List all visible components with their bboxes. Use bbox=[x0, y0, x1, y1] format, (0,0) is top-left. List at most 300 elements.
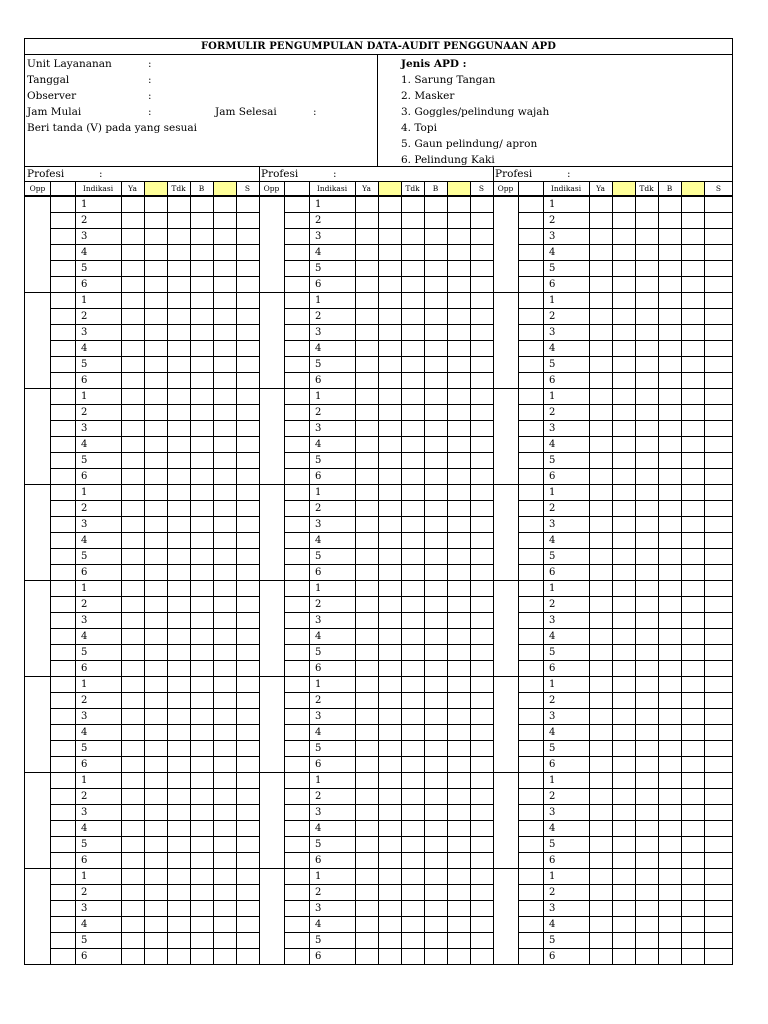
cell-tdk[interactable] bbox=[636, 693, 658, 708]
cell-s[interactable] bbox=[471, 341, 493, 356]
cell-ya[interactable] bbox=[356, 677, 378, 692]
cell-s[interactable] bbox=[471, 405, 493, 420]
cell-tdk[interactable] bbox=[636, 421, 658, 436]
cell-s[interactable] bbox=[471, 789, 493, 804]
cell-ya[interactable] bbox=[590, 469, 612, 484]
cell-b[interactable] bbox=[425, 245, 447, 260]
cell-tdk[interactable] bbox=[636, 373, 658, 388]
cell-ya[interactable] bbox=[356, 581, 378, 596]
cell-s[interactable] bbox=[237, 821, 259, 836]
cell-ya[interactable] bbox=[356, 853, 378, 868]
cell-b[interactable] bbox=[191, 565, 213, 580]
cell-b[interactable] bbox=[425, 917, 447, 932]
cell-tdk[interactable] bbox=[402, 357, 424, 372]
cell-tdk[interactable] bbox=[636, 757, 658, 772]
cell-s[interactable] bbox=[471, 293, 493, 308]
cell-s[interactable] bbox=[705, 293, 733, 308]
cell-ya[interactable] bbox=[356, 917, 378, 932]
cell-b[interactable] bbox=[425, 469, 447, 484]
cell-tdk[interactable] bbox=[402, 645, 424, 660]
cell-b[interactable] bbox=[425, 693, 447, 708]
cell-b[interactable] bbox=[659, 501, 681, 516]
cell-ya[interactable] bbox=[590, 261, 612, 276]
profesi-field[interactable] bbox=[27, 167, 257, 181]
cell-b[interactable] bbox=[425, 821, 447, 836]
cell-b[interactable] bbox=[425, 549, 447, 564]
cell-b[interactable] bbox=[425, 901, 447, 916]
cell-s[interactable] bbox=[237, 245, 259, 260]
cell-ya[interactable] bbox=[590, 661, 612, 676]
cell-tdk[interactable] bbox=[402, 469, 424, 484]
cell-b[interactable] bbox=[659, 629, 681, 644]
cell-ya[interactable] bbox=[356, 501, 378, 516]
cell-tdk[interactable] bbox=[168, 469, 190, 484]
cell-tdk[interactable] bbox=[168, 373, 190, 388]
cell-ya[interactable] bbox=[590, 789, 612, 804]
cell-tdk[interactable] bbox=[636, 277, 658, 292]
cell-ya[interactable] bbox=[590, 549, 612, 564]
cell-b[interactable] bbox=[425, 949, 447, 964]
cell-s[interactable] bbox=[705, 197, 733, 212]
cell-tdk[interactable] bbox=[402, 869, 424, 884]
cell-b[interactable] bbox=[659, 309, 681, 324]
cell-b[interactable] bbox=[659, 869, 681, 884]
cell-s[interactable] bbox=[705, 213, 733, 228]
cell-s[interactable] bbox=[237, 533, 259, 548]
cell-tdk[interactable] bbox=[636, 565, 658, 580]
cell-b[interactable] bbox=[191, 869, 213, 884]
cell-s[interactable] bbox=[471, 805, 493, 820]
cell-tdk[interactable] bbox=[402, 725, 424, 740]
cell-b[interactable] bbox=[425, 661, 447, 676]
cell-s[interactable] bbox=[237, 901, 259, 916]
cell-tdk[interactable] bbox=[636, 885, 658, 900]
cell-tdk[interactable] bbox=[402, 821, 424, 836]
cell-tdk[interactable] bbox=[168, 485, 190, 500]
cell-b[interactable] bbox=[425, 309, 447, 324]
cell-ya[interactable] bbox=[122, 373, 144, 388]
cell-s[interactable] bbox=[471, 309, 493, 324]
cell-s[interactable] bbox=[471, 901, 493, 916]
cell-s[interactable] bbox=[237, 469, 259, 484]
cell-tdk[interactable] bbox=[636, 405, 658, 420]
cell-s[interactable] bbox=[237, 421, 259, 436]
cell-ya[interactable] bbox=[356, 533, 378, 548]
cell-b[interactable] bbox=[425, 853, 447, 868]
cell-s[interactable] bbox=[705, 549, 733, 564]
cell-ya[interactable] bbox=[122, 229, 144, 244]
cell-tdk[interactable] bbox=[636, 293, 658, 308]
cell-s[interactable] bbox=[705, 533, 733, 548]
cell-tdk[interactable] bbox=[168, 453, 190, 468]
cell-s[interactable] bbox=[705, 773, 733, 788]
cell-s[interactable] bbox=[237, 373, 259, 388]
cell-tdk[interactable] bbox=[636, 741, 658, 756]
cell-ya[interactable] bbox=[356, 309, 378, 324]
cell-s[interactable] bbox=[237, 661, 259, 676]
cell-tdk[interactable] bbox=[636, 773, 658, 788]
cell-s[interactable] bbox=[471, 373, 493, 388]
profesi-field[interactable] bbox=[261, 167, 491, 181]
cell-tdk[interactable] bbox=[636, 725, 658, 740]
cell-s[interactable] bbox=[237, 405, 259, 420]
cell-ya[interactable] bbox=[590, 293, 612, 308]
cell-b[interactable] bbox=[191, 629, 213, 644]
cell-b[interactable] bbox=[659, 677, 681, 692]
cell-tdk[interactable] bbox=[168, 693, 190, 708]
cell-tdk[interactable] bbox=[168, 261, 190, 276]
cell-ya[interactable] bbox=[122, 309, 144, 324]
cell-s[interactable] bbox=[705, 405, 733, 420]
cell-s[interactable] bbox=[471, 261, 493, 276]
cell-s[interactable] bbox=[705, 341, 733, 356]
cell-ya[interactable] bbox=[356, 693, 378, 708]
cell-tdk[interactable] bbox=[636, 949, 658, 964]
cell-b[interactable] bbox=[659, 533, 681, 548]
cell-s[interactable] bbox=[705, 821, 733, 836]
cell-tdk[interactable] bbox=[636, 309, 658, 324]
cell-b[interactable] bbox=[191, 389, 213, 404]
cell-tdk[interactable] bbox=[402, 213, 424, 228]
cell-b[interactable] bbox=[425, 741, 447, 756]
cell-b[interactable] bbox=[659, 949, 681, 964]
cell-ya[interactable] bbox=[590, 885, 612, 900]
cell-ya[interactable] bbox=[590, 869, 612, 884]
cell-b[interactable] bbox=[191, 213, 213, 228]
cell-tdk[interactable] bbox=[168, 629, 190, 644]
cell-s[interactable] bbox=[237, 197, 259, 212]
cell-ya[interactable] bbox=[590, 613, 612, 628]
cell-s[interactable] bbox=[471, 821, 493, 836]
cell-b[interactable] bbox=[191, 517, 213, 532]
cell-ya[interactable] bbox=[122, 389, 144, 404]
cell-s[interactable] bbox=[237, 773, 259, 788]
cell-ya[interactable] bbox=[356, 661, 378, 676]
cell-s[interactable] bbox=[471, 597, 493, 612]
cell-b[interactable] bbox=[659, 885, 681, 900]
cell-tdk[interactable] bbox=[636, 245, 658, 260]
cell-tdk[interactable] bbox=[402, 373, 424, 388]
cell-ya[interactable] bbox=[356, 469, 378, 484]
cell-tdk[interactable] bbox=[636, 821, 658, 836]
cell-s[interactable] bbox=[237, 629, 259, 644]
cell-b[interactable] bbox=[191, 597, 213, 612]
cell-b[interactable] bbox=[659, 901, 681, 916]
cell-ya[interactable] bbox=[356, 629, 378, 644]
cell-ya[interactable] bbox=[356, 709, 378, 724]
cell-s[interactable] bbox=[237, 789, 259, 804]
cell-s[interactable] bbox=[705, 357, 733, 372]
cell-ya[interactable] bbox=[122, 485, 144, 500]
cell-b[interactable] bbox=[425, 533, 447, 548]
cell-tdk[interactable] bbox=[636, 389, 658, 404]
cell-tdk[interactable] bbox=[168, 645, 190, 660]
cell-tdk[interactable] bbox=[636, 357, 658, 372]
cell-s[interactable] bbox=[471, 469, 493, 484]
cell-s[interactable] bbox=[237, 389, 259, 404]
cell-b[interactable] bbox=[425, 837, 447, 852]
cell-b[interactable] bbox=[425, 597, 447, 612]
cell-b[interactable] bbox=[659, 213, 681, 228]
cell-ya[interactable] bbox=[356, 341, 378, 356]
cell-s[interactable] bbox=[705, 389, 733, 404]
cell-ya[interactable] bbox=[590, 725, 612, 740]
cell-ya[interactable] bbox=[122, 885, 144, 900]
cell-tdk[interactable] bbox=[402, 741, 424, 756]
cell-s[interactable] bbox=[471, 581, 493, 596]
cell-b[interactable] bbox=[425, 437, 447, 452]
cell-tdk[interactable] bbox=[402, 661, 424, 676]
cell-tdk[interactable] bbox=[168, 821, 190, 836]
cell-ya[interactable] bbox=[590, 357, 612, 372]
cell-s[interactable] bbox=[705, 261, 733, 276]
cell-s[interactable] bbox=[705, 629, 733, 644]
cell-b[interactable] bbox=[191, 693, 213, 708]
cell-ya[interactable] bbox=[122, 629, 144, 644]
cell-ya[interactable] bbox=[356, 901, 378, 916]
cell-tdk[interactable] bbox=[402, 533, 424, 548]
cell-ya[interactable] bbox=[122, 693, 144, 708]
cell-tdk[interactable] bbox=[168, 853, 190, 868]
cell-s[interactable] bbox=[705, 741, 733, 756]
cell-b[interactable] bbox=[191, 917, 213, 932]
cell-tdk[interactable] bbox=[168, 677, 190, 692]
cell-ya[interactable] bbox=[122, 261, 144, 276]
cell-ya[interactable] bbox=[590, 421, 612, 436]
cell-b[interactable] bbox=[659, 597, 681, 612]
cell-b[interactable] bbox=[659, 357, 681, 372]
cell-tdk[interactable] bbox=[402, 917, 424, 932]
cell-b[interactable] bbox=[191, 821, 213, 836]
cell-tdk[interactable] bbox=[168, 901, 190, 916]
cell-tdk[interactable] bbox=[168, 389, 190, 404]
cell-b[interactable] bbox=[425, 389, 447, 404]
cell-b[interactable] bbox=[659, 709, 681, 724]
cell-tdk[interactable] bbox=[168, 213, 190, 228]
cell-s[interactable] bbox=[705, 917, 733, 932]
cell-tdk[interactable] bbox=[402, 901, 424, 916]
cell-b[interactable] bbox=[191, 741, 213, 756]
cell-s[interactable] bbox=[705, 613, 733, 628]
cell-ya[interactable] bbox=[356, 245, 378, 260]
cell-ya[interactable] bbox=[590, 245, 612, 260]
cell-ya[interactable] bbox=[122, 613, 144, 628]
cell-s[interactable] bbox=[705, 933, 733, 948]
cell-s[interactable] bbox=[471, 533, 493, 548]
cell-s[interactable] bbox=[471, 325, 493, 340]
cell-tdk[interactable] bbox=[402, 805, 424, 820]
cell-tdk[interactable] bbox=[402, 565, 424, 580]
cell-ya[interactable] bbox=[590, 773, 612, 788]
cell-s[interactable] bbox=[705, 725, 733, 740]
cell-b[interactable] bbox=[191, 789, 213, 804]
cell-b[interactable] bbox=[191, 277, 213, 292]
cell-b[interactable] bbox=[425, 789, 447, 804]
cell-tdk[interactable] bbox=[168, 741, 190, 756]
cell-ya[interactable] bbox=[122, 341, 144, 356]
cell-s[interactable] bbox=[705, 837, 733, 852]
cell-b[interactable] bbox=[191, 229, 213, 244]
cell-tdk[interactable] bbox=[402, 709, 424, 724]
cell-ya[interactable] bbox=[356, 485, 378, 500]
cell-ya[interactable] bbox=[122, 645, 144, 660]
cell-tdk[interactable] bbox=[402, 853, 424, 868]
cell-ya[interactable] bbox=[122, 757, 144, 772]
cell-tdk[interactable] bbox=[168, 405, 190, 420]
cell-ya[interactable] bbox=[590, 741, 612, 756]
cell-b[interactable] bbox=[191, 421, 213, 436]
cell-s[interactable] bbox=[237, 325, 259, 340]
cell-s[interactable] bbox=[705, 677, 733, 692]
cell-ya[interactable] bbox=[590, 213, 612, 228]
cell-b[interactable] bbox=[191, 501, 213, 516]
cell-s[interactable] bbox=[237, 757, 259, 772]
cell-tdk[interactable] bbox=[402, 597, 424, 612]
cell-b[interactable] bbox=[425, 341, 447, 356]
cell-ya[interactable] bbox=[356, 597, 378, 612]
cell-b[interactable] bbox=[659, 261, 681, 276]
cell-s[interactable] bbox=[471, 565, 493, 580]
cell-s[interactable] bbox=[705, 277, 733, 292]
cell-b[interactable] bbox=[659, 741, 681, 756]
cell-tdk[interactable] bbox=[168, 533, 190, 548]
cell-tdk[interactable] bbox=[168, 805, 190, 820]
cell-ya[interactable] bbox=[356, 517, 378, 532]
cell-s[interactable] bbox=[471, 917, 493, 932]
cell-b[interactable] bbox=[425, 213, 447, 228]
cell-s[interactable] bbox=[237, 917, 259, 932]
cell-b[interactable] bbox=[191, 757, 213, 772]
cell-s[interactable] bbox=[705, 709, 733, 724]
cell-b[interactable] bbox=[425, 565, 447, 580]
cell-ya[interactable] bbox=[590, 581, 612, 596]
cell-b[interactable] bbox=[659, 293, 681, 308]
cell-s[interactable] bbox=[471, 517, 493, 532]
cell-s[interactable] bbox=[237, 741, 259, 756]
cell-b[interactable] bbox=[659, 405, 681, 420]
cell-s[interactable] bbox=[705, 949, 733, 964]
cell-b[interactable] bbox=[191, 613, 213, 628]
cell-tdk[interactable] bbox=[402, 501, 424, 516]
cell-b[interactable] bbox=[425, 629, 447, 644]
cell-s[interactable] bbox=[237, 869, 259, 884]
cell-tdk[interactable] bbox=[636, 709, 658, 724]
cell-ya[interactable] bbox=[356, 373, 378, 388]
cell-s[interactable] bbox=[705, 869, 733, 884]
cell-tdk[interactable] bbox=[636, 341, 658, 356]
cell-s[interactable] bbox=[471, 485, 493, 500]
cell-s[interactable] bbox=[471, 245, 493, 260]
cell-s[interactable] bbox=[237, 581, 259, 596]
cell-ya[interactable] bbox=[356, 741, 378, 756]
cell-s[interactable] bbox=[471, 645, 493, 660]
cell-ya[interactable] bbox=[590, 901, 612, 916]
cell-s[interactable] bbox=[237, 693, 259, 708]
cell-b[interactable] bbox=[659, 245, 681, 260]
cell-b[interactable] bbox=[191, 837, 213, 852]
cell-b[interactable] bbox=[659, 853, 681, 868]
cell-s[interactable] bbox=[471, 421, 493, 436]
cell-s[interactable] bbox=[237, 565, 259, 580]
cell-s[interactable] bbox=[237, 517, 259, 532]
cell-ya[interactable] bbox=[122, 741, 144, 756]
cell-tdk[interactable] bbox=[402, 677, 424, 692]
cell-tdk[interactable] bbox=[636, 917, 658, 932]
cell-tdk[interactable] bbox=[636, 501, 658, 516]
cell-tdk[interactable] bbox=[402, 517, 424, 532]
cell-b[interactable] bbox=[191, 341, 213, 356]
cell-tdk[interactable] bbox=[402, 933, 424, 948]
cell-b[interactable] bbox=[425, 293, 447, 308]
cell-ya[interactable] bbox=[590, 821, 612, 836]
cell-tdk[interactable] bbox=[402, 389, 424, 404]
cell-tdk[interactable] bbox=[402, 277, 424, 292]
cell-tdk[interactable] bbox=[636, 597, 658, 612]
cell-s[interactable] bbox=[471, 709, 493, 724]
cell-s[interactable] bbox=[705, 853, 733, 868]
cell-tdk[interactable] bbox=[168, 325, 190, 340]
profesi-field[interactable] bbox=[495, 167, 731, 181]
cell-b[interactable] bbox=[191, 437, 213, 452]
cell-ya[interactable] bbox=[356, 357, 378, 372]
cell-b[interactable] bbox=[425, 261, 447, 276]
cell-s[interactable] bbox=[237, 309, 259, 324]
cell-ya[interactable] bbox=[590, 597, 612, 612]
cell-s[interactable] bbox=[705, 517, 733, 532]
cell-tdk[interactable] bbox=[636, 837, 658, 852]
cell-s[interactable] bbox=[237, 229, 259, 244]
cell-b[interactable] bbox=[425, 453, 447, 468]
cell-ya[interactable] bbox=[590, 949, 612, 964]
cell-s[interactable] bbox=[471, 693, 493, 708]
cell-b[interactable] bbox=[191, 405, 213, 420]
cell-b[interactable] bbox=[659, 613, 681, 628]
cell-ya[interactable] bbox=[356, 789, 378, 804]
cell-tdk[interactable] bbox=[402, 341, 424, 356]
cell-b[interactable] bbox=[425, 501, 447, 516]
cell-ya[interactable] bbox=[122, 325, 144, 340]
cell-b[interactable] bbox=[191, 677, 213, 692]
cell-tdk[interactable] bbox=[402, 949, 424, 964]
cell-b[interactable] bbox=[425, 773, 447, 788]
cell-s[interactable] bbox=[471, 837, 493, 852]
cell-s[interactable] bbox=[471, 277, 493, 292]
cell-s[interactable] bbox=[471, 885, 493, 900]
cell-b[interactable] bbox=[659, 389, 681, 404]
cell-tdk[interactable] bbox=[402, 485, 424, 500]
cell-tdk[interactable] bbox=[636, 453, 658, 468]
cell-ya[interactable] bbox=[122, 293, 144, 308]
cell-ya[interactable] bbox=[122, 469, 144, 484]
field-jam-mulai[interactable] bbox=[27, 104, 375, 120]
cell-tdk[interactable] bbox=[168, 613, 190, 628]
cell-b[interactable] bbox=[191, 373, 213, 388]
cell-b[interactable] bbox=[191, 933, 213, 948]
cell-ya[interactable] bbox=[590, 389, 612, 404]
cell-b[interactable] bbox=[425, 677, 447, 692]
cell-tdk[interactable] bbox=[402, 293, 424, 308]
cell-tdk[interactable] bbox=[168, 565, 190, 580]
cell-b[interactable] bbox=[659, 421, 681, 436]
cell-ya[interactable] bbox=[590, 853, 612, 868]
cell-s[interactable] bbox=[471, 197, 493, 212]
cell-tdk[interactable] bbox=[636, 853, 658, 868]
cell-s[interactable] bbox=[237, 613, 259, 628]
cell-b[interactable] bbox=[425, 485, 447, 500]
cell-s[interactable] bbox=[237, 357, 259, 372]
cell-b[interactable] bbox=[425, 421, 447, 436]
cell-ya[interactable] bbox=[122, 773, 144, 788]
